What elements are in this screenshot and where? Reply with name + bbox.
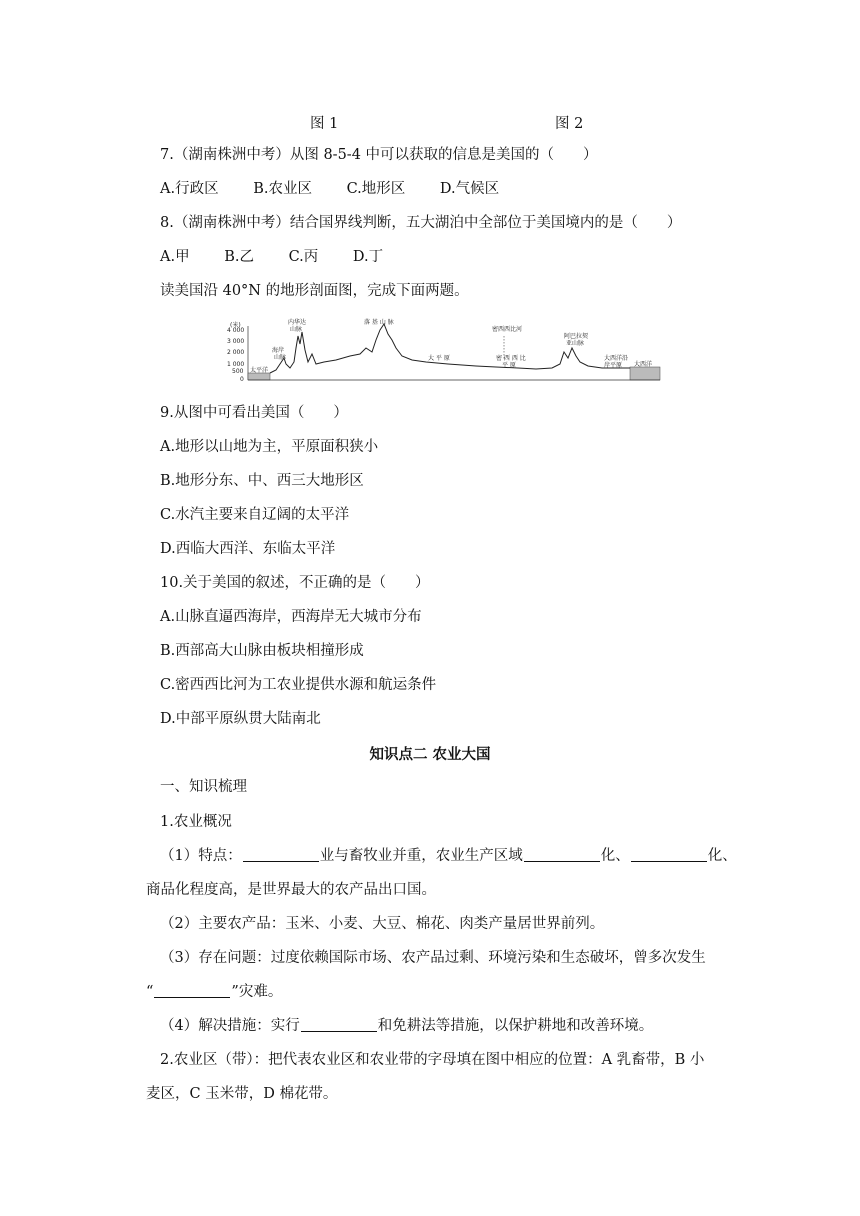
pacific-label: 太平洋 — [250, 367, 269, 374]
figure-2-caption: 图 2 — [555, 116, 584, 132]
option-b: B.乙 — [224, 249, 254, 265]
atlantic-label: 大西洋 — [634, 361, 653, 368]
fill-blank[interactable] — [631, 847, 707, 862]
atlantic-ocean-fill — [630, 367, 660, 380]
terrain-profile-svg — [226, 318, 666, 390]
question-10-option-c: C.密西西比河为工农业提供水源和航运条件 — [160, 677, 437, 693]
paragraph-4 — [160, 1016, 653, 1036]
option-c: C.丙 — [288, 249, 319, 265]
section-heading: 知识点二 农业大国 — [369, 746, 491, 763]
pacific-ocean-fill — [248, 373, 270, 380]
question-7-options — [160, 179, 529, 199]
tick-label: 3 000 — [227, 338, 245, 345]
profile-intro: 读美国沿 40°N 的地形剖面图，完成下面两题。 — [160, 283, 469, 299]
paragraph-3-line-2 — [146, 982, 282, 1002]
paragraph-1-line-2: 商品化程度高，是世界最大的农产品出口国。 — [146, 882, 436, 898]
paragraph-4-text: （4）解决措施：实行 — [160, 1018, 300, 1034]
paragraph-1-text: 化、 — [707, 848, 737, 864]
paragraph-3-line-1: （3）存在问题：过度依赖国际市场、农产品过剩、环境污染和生态破坏，曾多次发生 — [160, 950, 706, 966]
option-d: D.气候区 — [439, 181, 500, 197]
paragraph-1-text: 化、 — [600, 848, 630, 864]
fill-blank[interactable] — [154, 983, 230, 998]
paragraph-2: （2）主要农产品：玉米、小麦、大豆、棉花、肉类产量居世界前列。 — [160, 916, 605, 932]
great-plains-label: 大 平 原 — [428, 355, 450, 362]
tick-label: 500 — [232, 368, 244, 375]
mississippi-plain-label: 平 原 — [502, 362, 516, 369]
sierra-nevada-label: 山脉 — [290, 326, 303, 333]
tick-label: 0 — [240, 376, 244, 383]
paragraph-5-line-1: 2.农业区（带）：把代表农业区和农业带的字母填在图中相应的位置：A 乳畜带，B 小 — [160, 1052, 705, 1068]
question-10-option-d: D.中部平原纵贯大陆南北 — [160, 711, 321, 727]
paragraph-1-text: 业与畜牧业并重，农业生产区域 — [319, 848, 523, 864]
rocky-mountains-label: 落 基 山 脉 — [364, 319, 394, 326]
question-9-stem: 9.从图中可看出美国（ ） — [160, 405, 348, 421]
question-7-stem: 7.（湖南株洲中考）从图 8-5-4 中可以获取的信息是美国的（ ） — [160, 147, 598, 163]
terrain-profile-figure — [226, 318, 666, 390]
option-b: B.农业区 — [253, 181, 312, 197]
paragraph-3-text: ”灾难。 — [231, 984, 283, 1000]
question-9-option-c: C.水汽主要来自辽阔的太平洋 — [160, 507, 350, 523]
question-9-option-b: B.地形分东、中、西三大地形区 — [160, 473, 364, 489]
appalachian-label: 阿巴拉契 — [564, 333, 589, 340]
question-10-option-a: A.山脉直逼西海岸，西海岸无大城市分布 — [160, 609, 422, 625]
figure-1-caption: 图 1 — [310, 116, 339, 132]
paragraph-4-text: 和免耕法等措施，以保护耕地和改善环境。 — [377, 1018, 654, 1034]
coast-range-label: 山脉 — [274, 354, 287, 361]
fill-blank[interactable] — [301, 1017, 377, 1032]
question-9-option-a: A.地形以山地为主，平原面积狭小 — [160, 439, 379, 455]
question-9-option-d: D.西临大西洋、东临太平洋 — [160, 541, 336, 557]
tick-label: 1 000 — [227, 361, 245, 368]
mississippi-plain-label: 密 西 西 比 — [496, 355, 526, 362]
coast-range-label: 海岸 — [272, 347, 285, 354]
mississippi-river-label: 密西西比河 — [492, 326, 523, 333]
option-c: C.地形区 — [346, 181, 406, 197]
fill-blank[interactable] — [524, 847, 600, 862]
question-10-stem: 10.关于美国的叙述，不正确的是（ ） — [160, 575, 430, 591]
option-a: A.行政区 — [160, 181, 219, 197]
atlantic-plain-label: 岸平原 — [604, 362, 623, 369]
question-8-options — [160, 247, 413, 267]
question-10-option-b: B.西部高大山脉由板块相撞形成 — [160, 643, 364, 659]
tick-label: 4 000 — [227, 327, 245, 334]
appalachian-label: 亚山脉 — [566, 340, 585, 347]
unit-label: (米) — [230, 322, 241, 329]
subsection-title: 一、知识梳理 — [160, 779, 247, 795]
paragraph-1-line-1 — [160, 846, 737, 866]
terrain-profile-line — [270, 324, 630, 373]
item-1-title: 1.农业概况 — [160, 814, 232, 830]
paragraph-5-line-2: 麦区，C 玉米带，D 棉花带。 — [146, 1086, 338, 1102]
atlantic-plain-label: 大西洋沿 — [604, 355, 629, 362]
paragraph-1-text: （1）特点： — [160, 848, 242, 864]
paragraph-3-text: “ — [146, 984, 154, 1000]
question-8-stem: 8.（湖南株洲中考）结合国界线判断，五大湖泊中全部位于美国境内的是（ ） — [160, 215, 682, 231]
option-d: D.丁 — [352, 249, 384, 265]
sierra-nevada-label: 内华达 — [288, 319, 307, 326]
option-a: A.甲 — [160, 249, 190, 265]
fill-blank[interactable] — [243, 847, 319, 862]
tick-label: 2 000 — [227, 349, 245, 356]
